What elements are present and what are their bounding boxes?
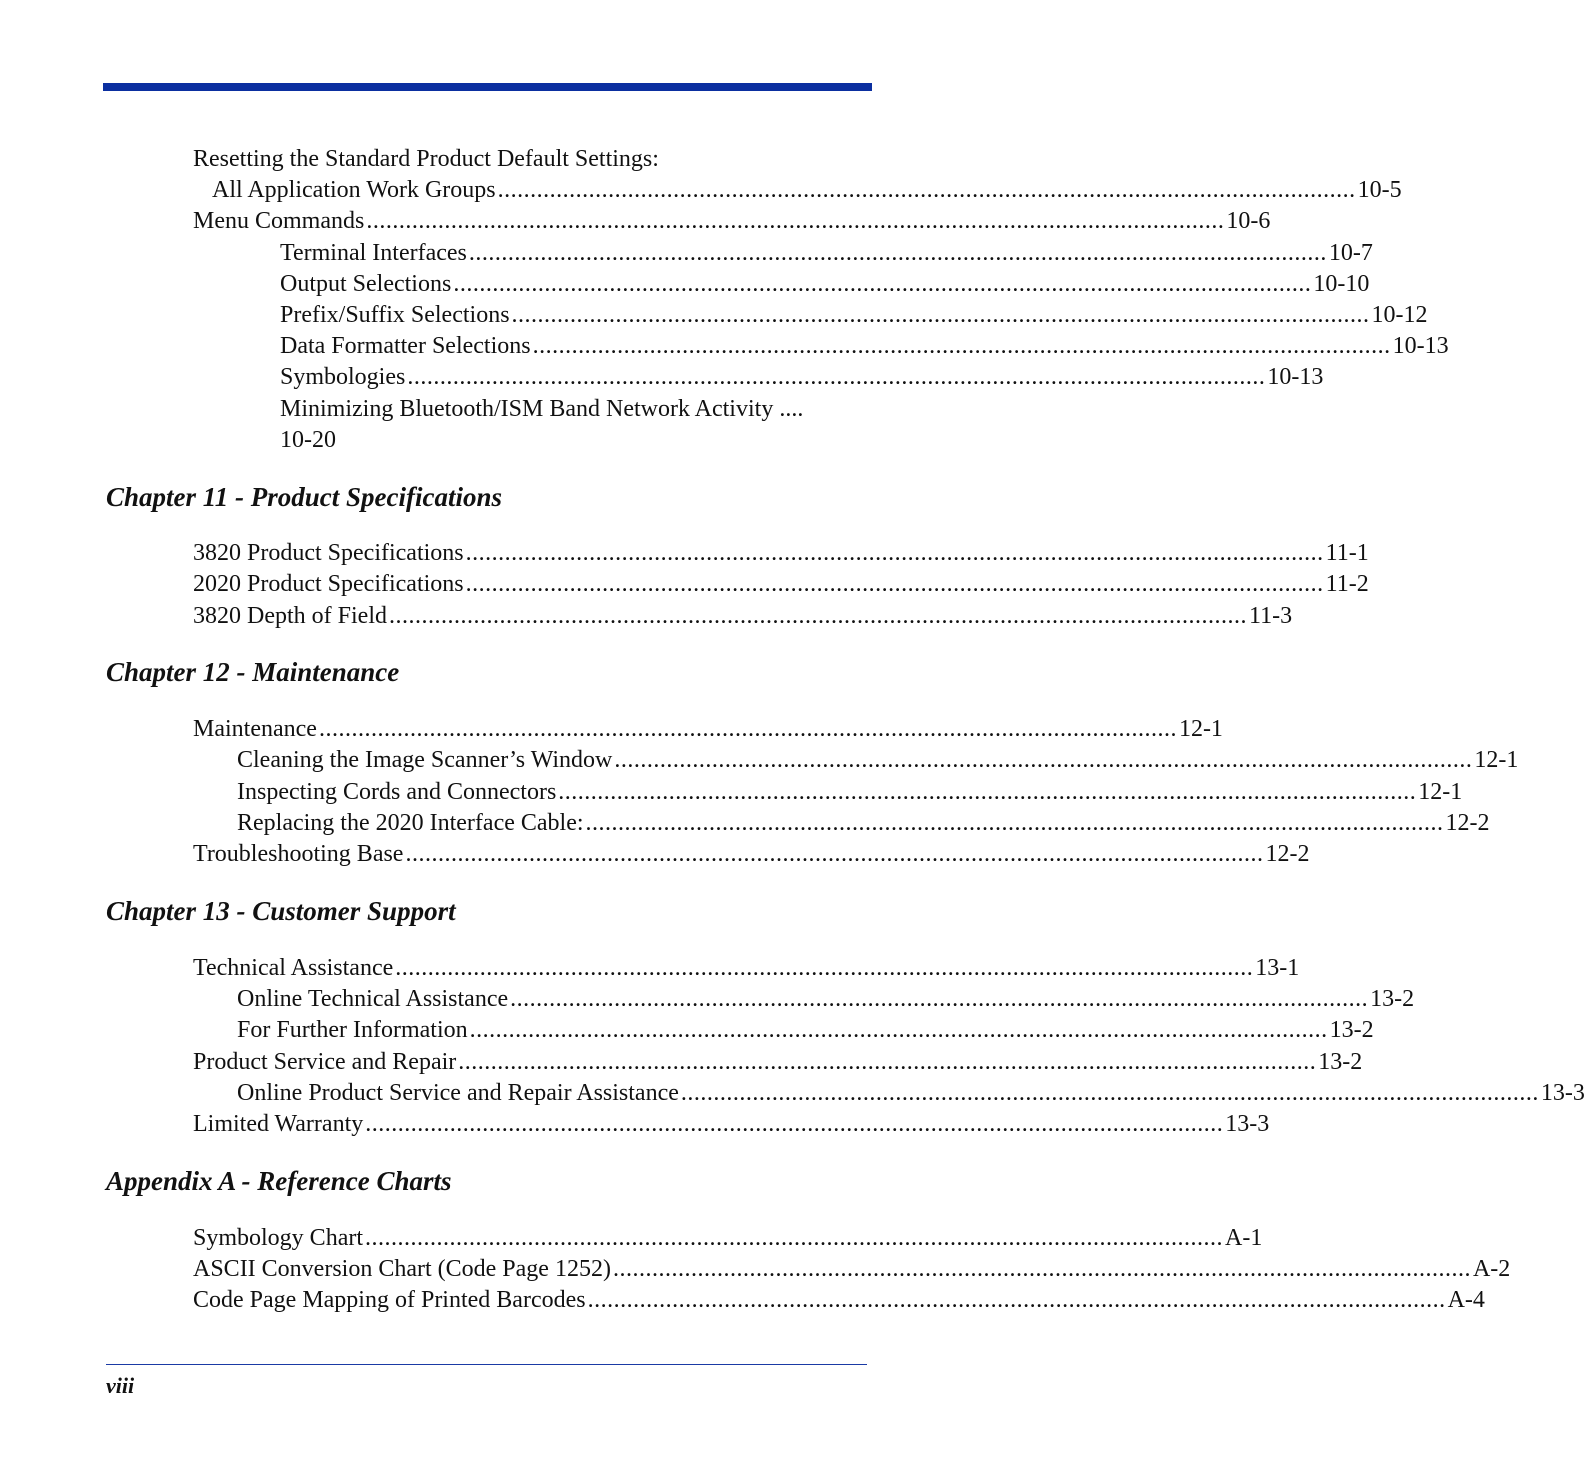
toc-entry[interactable]	[237, 984, 1415, 1014]
toc-entry-label: ASCII Conversion Chart (Code Page 1252)	[193, 1256, 611, 1282]
toc-entry-label: Inspecting Cords and Connectors	[237, 779, 557, 805]
toc-entry[interactable]	[193, 839, 1310, 869]
toc-entry[interactable]	[237, 777, 1463, 807]
toc-entry-label: Limited Warranty	[193, 1111, 364, 1137]
chapter-heading[interactable]: Chapter 13 - Customer Support	[106, 896, 456, 926]
toc-entry-page: 13-2	[1370, 986, 1415, 1012]
toc-entry-label: Online Product Service and Repair Assistance	[237, 1080, 679, 1106]
toc-entry-label: Code Page Mapping of Printed Barcodes	[193, 1287, 586, 1313]
chapter-heading[interactable]: Chapter 11 - Product Specifications	[106, 482, 503, 512]
header-bar	[103, 83, 872, 91]
toc-entry-label: Menu Commands	[193, 208, 365, 234]
toc-entry-label: Replacing the 2020 Interface Cable:	[237, 810, 584, 836]
dot-leader: ....................................................................................................................................	[465, 571, 1324, 597]
toc-entry-label[interactable]: Minimizing Bluetooth/ISM Band Network Activity ....	[280, 396, 804, 422]
toc-entry-page: 10-10	[1313, 271, 1370, 297]
page-number: viii	[106, 1373, 135, 1398]
toc-entry-page: 12-1	[1178, 716, 1223, 742]
toc-entry-page: 13-3	[1225, 1111, 1270, 1137]
chapter-heading[interactable]: Appendix A - Reference Charts	[106, 1166, 452, 1196]
toc-entry-page: 13-2	[1329, 1017, 1374, 1043]
toc-entry-label: Cleaning the Image Scanner’s Window	[237, 747, 613, 773]
toc-entry[interactable]	[193, 1254, 1511, 1284]
toc-entry-resetting-heading: Resetting the Standard Product Default Settings:	[193, 146, 659, 172]
dot-leader: ....................................................................................................................................	[366, 208, 1225, 234]
toc-entry-page: 10-12	[1371, 302, 1428, 328]
toc-entry[interactable]	[193, 1109, 1270, 1139]
dot-leader: ....................................................................................................................................	[465, 540, 1324, 566]
toc-entry-label: 3820 Depth of Field	[193, 603, 387, 629]
toc-entry[interactable]	[280, 238, 1373, 268]
toc-entry-label: 2020 Product Specifications	[193, 571, 464, 597]
dot-leader: ....................................................................................................................................	[405, 841, 1264, 867]
toc-entry-label: Technical Assistance	[193, 955, 394, 981]
toc-entry-page: 13-3	[1540, 1080, 1585, 1106]
toc-entry[interactable]	[193, 538, 1369, 568]
dot-leader: ....................................................................................................................................	[511, 302, 1370, 328]
dot-leader: ....................................................................................................................................	[497, 177, 1356, 203]
chapter-heading[interactable]: Chapter 12 - Maintenance	[106, 657, 400, 687]
toc-entry[interactable]	[280, 269, 1370, 299]
toc-entry-label: Symbology Chart	[193, 1225, 364, 1251]
toc-entry-page: 10-5	[1357, 177, 1402, 203]
toc-entry-label: Symbologies	[280, 364, 406, 390]
toc-entry-label: For Further Information	[237, 1017, 468, 1043]
dot-leader: ....................................................................................................................................	[510, 986, 1369, 1012]
toc-entry-page: 10-7	[1328, 240, 1373, 266]
toc-entry-page: 11-2	[1325, 571, 1369, 597]
toc-entry[interactable]	[237, 808, 1490, 838]
toc-entry-page: 10-13	[1392, 333, 1449, 359]
toc-entry[interactable]	[237, 1078, 1585, 1108]
toc-entry[interactable]	[193, 1047, 1363, 1077]
dot-leader: ....................................................................................................................................	[395, 955, 1254, 981]
toc-entry[interactable]	[193, 601, 1293, 631]
dot-leader: ....................................................................................................................................	[585, 810, 1444, 836]
dot-leader: ....................................................................................................................................	[388, 603, 1247, 629]
dot-leader: ....................................................................................................................................	[558, 779, 1417, 805]
dot-leader: ....................................................................................................................................	[458, 1049, 1317, 1075]
toc-entry-page: 12-2	[1445, 810, 1490, 836]
toc-entry-page: 13-2	[1318, 1049, 1363, 1075]
toc-entry-label: Product Service and Repair	[193, 1049, 457, 1075]
toc-entry[interactable]	[237, 745, 1519, 775]
toc-entry[interactable]	[193, 953, 1300, 983]
toc-entry-label: Maintenance	[193, 716, 317, 742]
dot-leader: ....................................................................................................................................	[365, 1111, 1224, 1137]
dot-leader: ....................................................................................................................................	[469, 1017, 1328, 1043]
toc-entry-label: Prefix/Suffix Selections	[280, 302, 510, 328]
toc-entry-page: A-2	[1472, 1256, 1511, 1282]
dot-leader: ....................................................................................................................................	[468, 240, 1327, 266]
dot-leader: ....................................................................................................................................	[532, 333, 1391, 359]
toc-entry-page: A-1	[1225, 1225, 1263, 1251]
toc-entry-page: 12-2	[1265, 841, 1310, 867]
toc-entry[interactable]	[193, 1285, 1485, 1315]
dot-leader: ....................................................................................................................................	[612, 1256, 1471, 1282]
footer-rule	[106, 1364, 867, 1365]
toc-entry-label: Terminal Interfaces	[280, 240, 467, 266]
toc-entry[interactable]	[193, 569, 1369, 599]
toc-entry-page: 13-1	[1255, 955, 1300, 981]
toc-entry-label: 3820 Product Specifications	[193, 540, 464, 566]
dot-leader: ....................................................................................................................................	[680, 1080, 1539, 1106]
dot-leader: ....................................................................................................................................	[614, 747, 1473, 773]
toc-entry-page: A-4	[1447, 1287, 1485, 1313]
dot-leader: ....................................................................................................................................	[407, 364, 1266, 390]
dot-leader: ....................................................................................................................................	[587, 1287, 1446, 1313]
dot-leader: ....................................................................................................................................	[453, 271, 1312, 297]
toc-entry-page: 10-6	[1226, 208, 1271, 234]
dot-leader: ....................................................................................................................................	[318, 716, 1177, 742]
dot-leader: ....................................................................................................................................	[365, 1225, 1224, 1251]
toc-entry-label: Output Selections	[280, 271, 452, 297]
toc-entry[interactable]	[212, 175, 1402, 205]
toc-entry-label: Data Formatter Selections	[280, 333, 531, 359]
toc-entry[interactable]	[280, 331, 1449, 361]
toc-entry[interactable]	[193, 206, 1271, 236]
toc-entry-label: All Application Work Groups	[212, 177, 496, 203]
toc-entry-page: 10-20	[280, 427, 336, 453]
toc-entry[interactable]	[193, 714, 1223, 744]
toc-entry-page: 10-13	[1267, 364, 1324, 390]
toc-entry[interactable]	[280, 362, 1324, 392]
toc-entry[interactable]	[280, 300, 1428, 330]
toc-entry-page: 11-3	[1248, 603, 1293, 629]
toc-entry[interactable]	[193, 1223, 1263, 1253]
toc-entry-label: Troubleshooting Base	[193, 841, 404, 867]
toc-entry-page: 11-1	[1325, 540, 1369, 566]
toc-entry-page: 12-1	[1418, 779, 1463, 805]
toc-entry-page: 12-1	[1474, 747, 1519, 773]
toc-entry[interactable]	[237, 1015, 1374, 1045]
toc-entry-label: Online Technical Assistance	[237, 986, 509, 1012]
